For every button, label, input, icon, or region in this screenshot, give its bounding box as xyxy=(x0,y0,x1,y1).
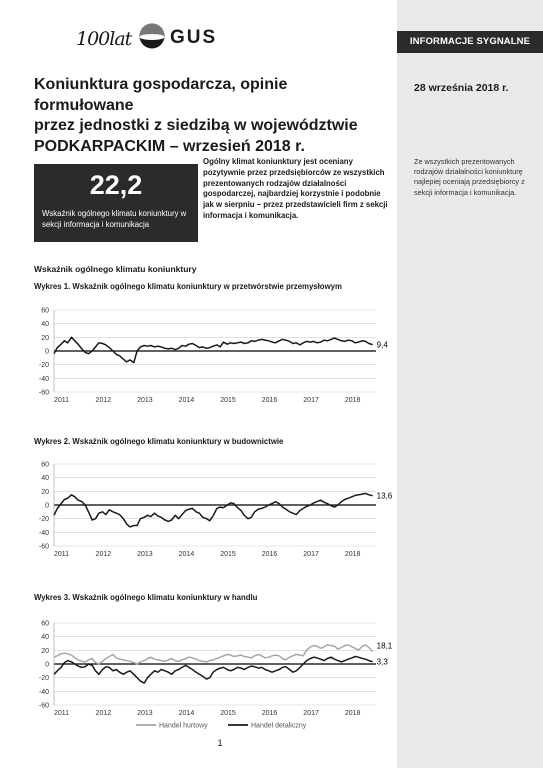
y-tick-label: 60 xyxy=(41,307,49,315)
x-tick-label: 2013 xyxy=(137,397,153,404)
chart-3-title: Wykres 3. Wskaźnik ogólnego klimatu koniunktury w handlu xyxy=(34,593,258,602)
y-tick-label: 40 xyxy=(41,321,49,329)
y-tick-label: 20 xyxy=(41,488,49,496)
x-tick-label: 2011 xyxy=(54,551,70,558)
x-tick-label: 2012 xyxy=(95,551,112,558)
sidebar-note: Ze wszystkich prezentowanych rodzajów działalności koniunkturę najlepiej oceniają przedsiębiorcy z sekcji informacja i komunikacja. xyxy=(414,157,525,197)
x-tick-label: 2017 xyxy=(303,397,319,404)
chart-2-title: Wykres 2. Wskaźnik ogólnego klimatu koniunktury w budownictwie xyxy=(34,437,284,446)
kpi-box xyxy=(34,164,198,242)
x-tick-label: 2016 xyxy=(261,551,278,558)
x-tick-label: 2017 xyxy=(303,710,319,717)
series-line xyxy=(54,493,373,527)
chart-2 xyxy=(28,456,393,564)
chart-3 xyxy=(28,615,393,731)
y-tick-label: -40 xyxy=(38,375,49,383)
series-line xyxy=(54,645,373,664)
logo-100-years: 100lat xyxy=(76,28,132,50)
x-tick-label: 2011 xyxy=(54,397,70,404)
y-tick-label: 0 xyxy=(45,348,49,356)
x-tick-label: 2015 xyxy=(220,397,236,404)
x-tick-label: 2012 xyxy=(95,710,112,717)
y-tick-label: 20 xyxy=(41,334,49,342)
y-tick-label: -20 xyxy=(38,675,49,683)
x-tick-label: 2014 xyxy=(178,710,195,717)
x-tick-label: 2012 xyxy=(95,397,112,404)
y-tick-label: -20 xyxy=(38,362,49,370)
chart-1 xyxy=(28,302,388,410)
end-value-label: 3,3 xyxy=(376,657,388,667)
y-tick-label: 20 xyxy=(41,647,49,655)
end-value-label: 13,6 xyxy=(376,491,393,501)
y-tick-label: 60 xyxy=(41,620,49,628)
gus-logo-icon xyxy=(139,23,165,49)
x-tick-label: 2015 xyxy=(220,710,236,717)
x-tick-label: 2018 xyxy=(344,397,361,404)
y-tick-label: -20 xyxy=(38,516,49,524)
y-tick-label: -60 xyxy=(38,389,49,397)
title-line: PODKARPACKIM – wrzesień 2018 r. xyxy=(34,137,305,155)
page-title xyxy=(34,75,389,157)
title-line: przez jednostki z siedzibą w województwie xyxy=(34,117,358,134)
x-tick-label: 2013 xyxy=(137,710,153,717)
y-tick-label: -60 xyxy=(38,702,49,710)
section-title: Wskaźnik ogólnego klimatu koniunktury xyxy=(34,264,197,274)
sidebar-panel xyxy=(397,0,543,768)
logo-gus-text: GUS xyxy=(170,27,218,48)
kpi-value: 22,2 xyxy=(89,170,143,200)
x-tick-label: 2015 xyxy=(220,551,236,558)
x-tick-label: 2016 xyxy=(261,397,278,404)
x-tick-label: 2011 xyxy=(54,710,70,717)
publication-date: 28 września 2018 r. xyxy=(414,82,509,94)
chart-1-title: Wykres 1. Wskaźnik ogólnego klimatu koniunktury w przetwórstwie przemysłowym xyxy=(34,282,342,291)
legend-label: Handel hurtowy xyxy=(159,722,208,730)
y-tick-label: 60 xyxy=(41,461,49,469)
y-tick-label: -40 xyxy=(38,529,49,537)
y-tick-label: 40 xyxy=(41,475,49,483)
y-tick-label: -40 xyxy=(38,688,49,696)
x-tick-label: 2013 xyxy=(137,551,153,558)
end-value-label: 9,4 xyxy=(376,340,388,350)
kpi-label: Wskaźnik ogólnego klimatu koniunktury w sekcji informacja i komunikacja xyxy=(42,209,187,229)
y-tick-label: -60 xyxy=(38,543,49,551)
legend-label: Handel detaliczny xyxy=(251,722,307,730)
x-tick-label: 2016 xyxy=(261,710,278,717)
x-tick-label: 2018 xyxy=(344,710,361,717)
series-line xyxy=(54,337,373,362)
page-number: 1 xyxy=(217,738,223,748)
x-tick-label: 2017 xyxy=(303,551,319,558)
intro-paragraph: Ogólny klimat koniunktury jest oceniany pozytywnie przez przedsiębiorców ze wszystkich prezentowanych rodzajów działalności gospodarczej, najbardziej korzystnie i podobnie jak w sierpniu – przez przedstawicieli firm z sekcji informacja i komunikacja. xyxy=(203,157,388,220)
x-tick-label: 2014 xyxy=(178,551,195,558)
y-tick-label: 0 xyxy=(45,502,49,510)
y-tick-label: 0 xyxy=(45,661,49,669)
x-tick-label: 2018 xyxy=(344,551,361,558)
end-value-label: 18,1 xyxy=(376,641,393,651)
x-tick-label: 2014 xyxy=(178,397,195,404)
y-tick-label: 40 xyxy=(41,634,49,642)
info-type-tab: INFORMACJE SYGNALNE xyxy=(397,31,543,53)
title-line: Koniunktura gospodarcza, opinie formułowane xyxy=(34,76,288,114)
